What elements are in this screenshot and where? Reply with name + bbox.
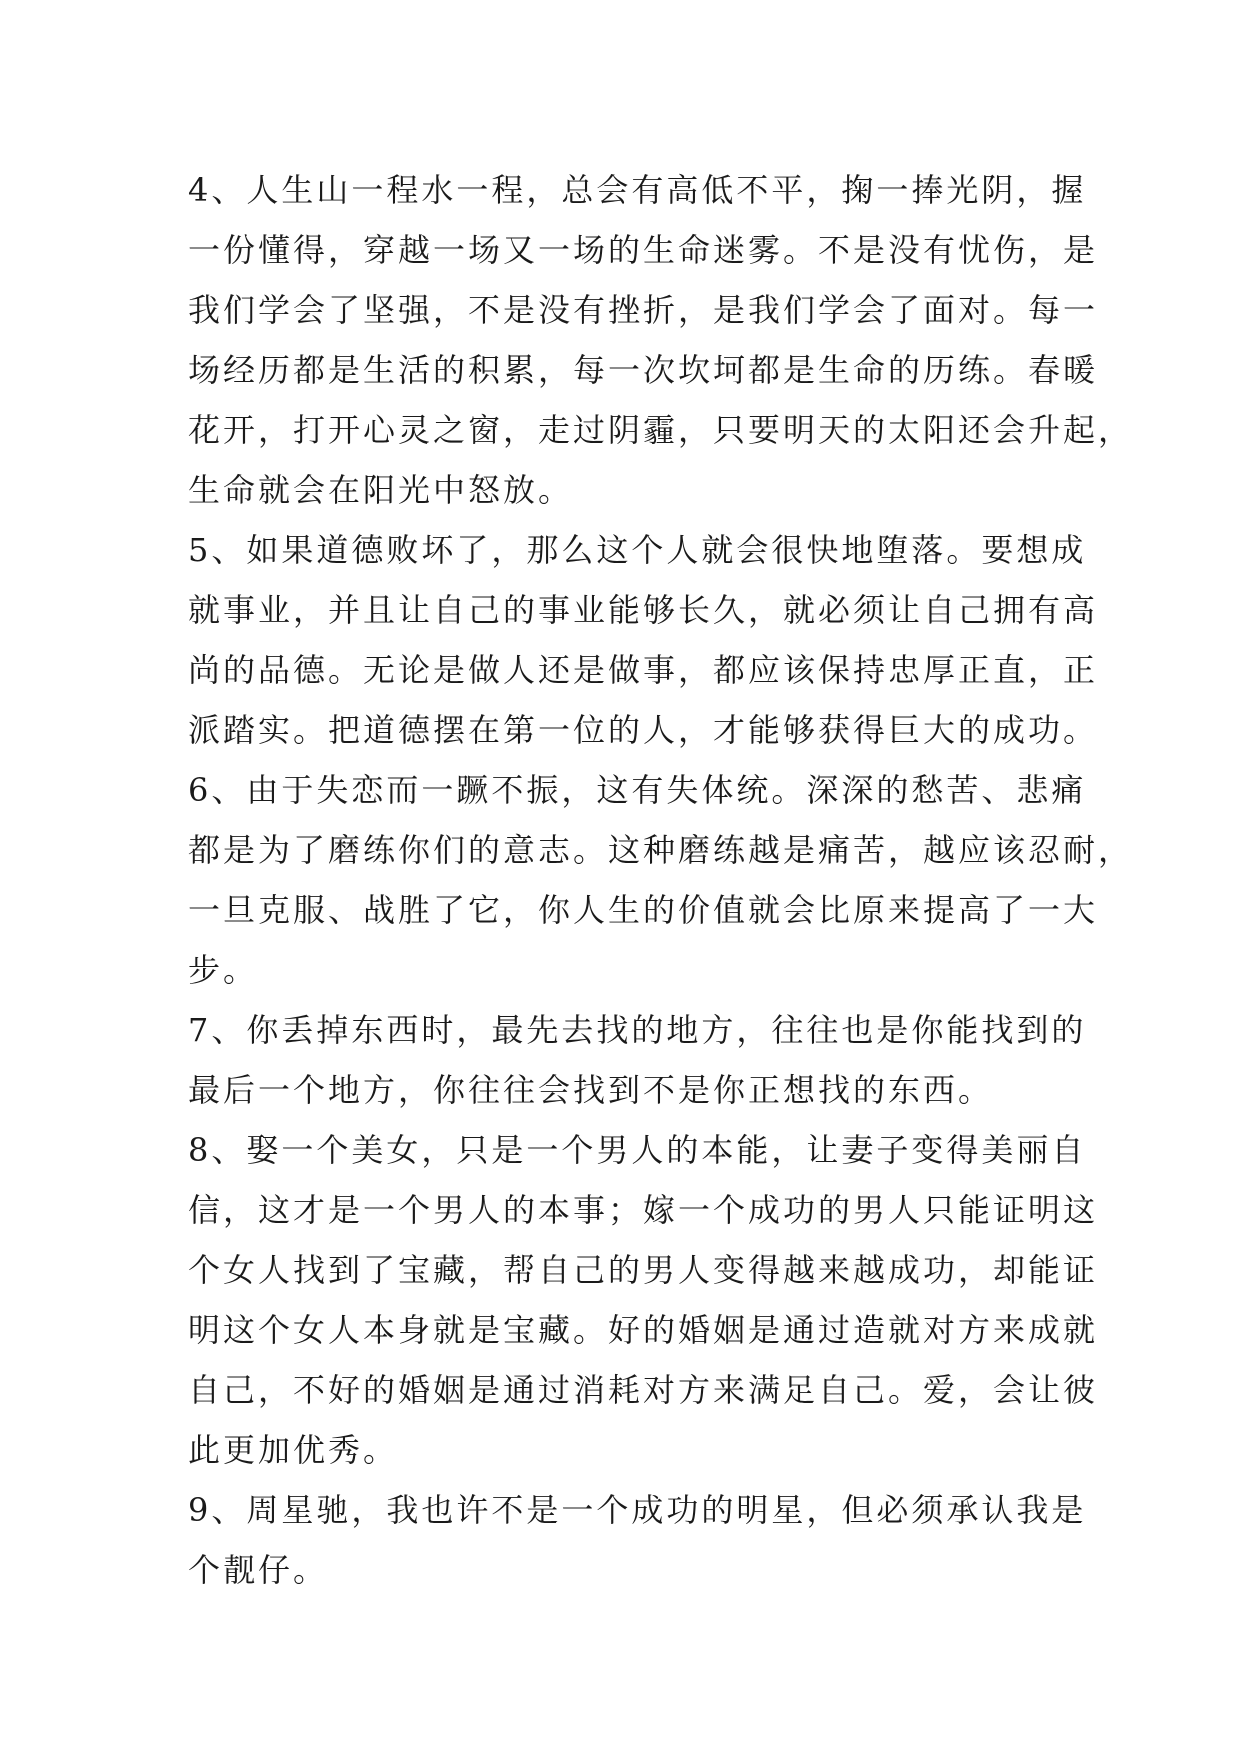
paragraph-9 — [188, 1480, 1087, 1600]
text-line: 一份懂得，穿越一场又一场的生命迷雾。不是没有忧伤，是 — [188, 231, 1099, 269]
text-line: 明这个女人本身就是宝藏。好的婚姻是通过造就对方来成就 — [188, 1311, 1099, 1349]
paragraph-7 — [188, 1000, 1087, 1120]
text-line: 5、如果道德败坏了，那么这个人就会很快地堕落。要想成 — [188, 531, 1087, 569]
text-line: 就事业，并且让自己的事业能够长久，就必须让自己拥有高 — [188, 591, 1099, 629]
text-line: 我们学会了坚强，不是没有挫折，是我们学会了面对。每一 — [188, 291, 1099, 329]
document-body — [188, 160, 1134, 1600]
text-line: 个靓仔。 — [188, 1551, 329, 1589]
text-line: 花开，打开心灵之窗，走过阴霾，只要明天的太阳还会升起， — [188, 411, 1134, 449]
text-line: 最后一个地方，你往往会找到不是你正想找的东西。 — [188, 1071, 994, 1109]
paragraph-4 — [188, 160, 1134, 520]
text-line: 生命就会在阳光中怒放。 — [188, 471, 574, 509]
text-line: 6、由于失恋而一蹶不振，这有失体统。深深的愁苦、悲痛 — [188, 771, 1087, 809]
paragraph-5 — [188, 520, 1099, 760]
paragraph-6 — [188, 760, 1134, 1000]
text-line: 8、娶一个美女，只是一个男人的本能，让妻子变得美丽自 — [188, 1131, 1087, 1169]
text-line: 一旦克服、战胜了它，你人生的价值就会比原来提高了一大 — [188, 891, 1099, 929]
text-line: 自己，不好的婚姻是通过消耗对方来满足自己。爱，会让彼 — [188, 1371, 1099, 1409]
text-line: 4、人生山一程水一程，总会有高低不平，掬一捧光阴，握 — [188, 171, 1087, 209]
text-line: 此更加优秀。 — [188, 1431, 399, 1469]
text-line: 都是为了磨练你们的意志。这种磨练越是痛苦，越应该忍耐， — [188, 831, 1134, 869]
text-line: 个女人找到了宝藏，帮自己的男人变得越来越成功，却能证 — [188, 1251, 1099, 1289]
text-line: 派踏实。把道德摆在第一位的人，才能够获得巨大的成功。 — [188, 711, 1099, 749]
text-line: 9、周星驰，我也许不是一个成功的明星，但必须承认我是 — [188, 1491, 1087, 1529]
paragraph-8 — [188, 1120, 1099, 1480]
text-line: 信，这才是一个男人的本事；嫁一个成功的男人只能证明这 — [188, 1191, 1099, 1229]
text-line: 步。 — [188, 951, 259, 989]
text-line: 7、你丢掉东西时，最先去找的地方，往往也是你能找到的 — [188, 1011, 1087, 1049]
text-line: 场经历都是生活的积累，每一次坎坷都是生命的历练。春暖 — [188, 351, 1099, 389]
text-line: 尚的品德。无论是做人还是做事，都应该保持忠厚正直，正 — [188, 651, 1099, 689]
